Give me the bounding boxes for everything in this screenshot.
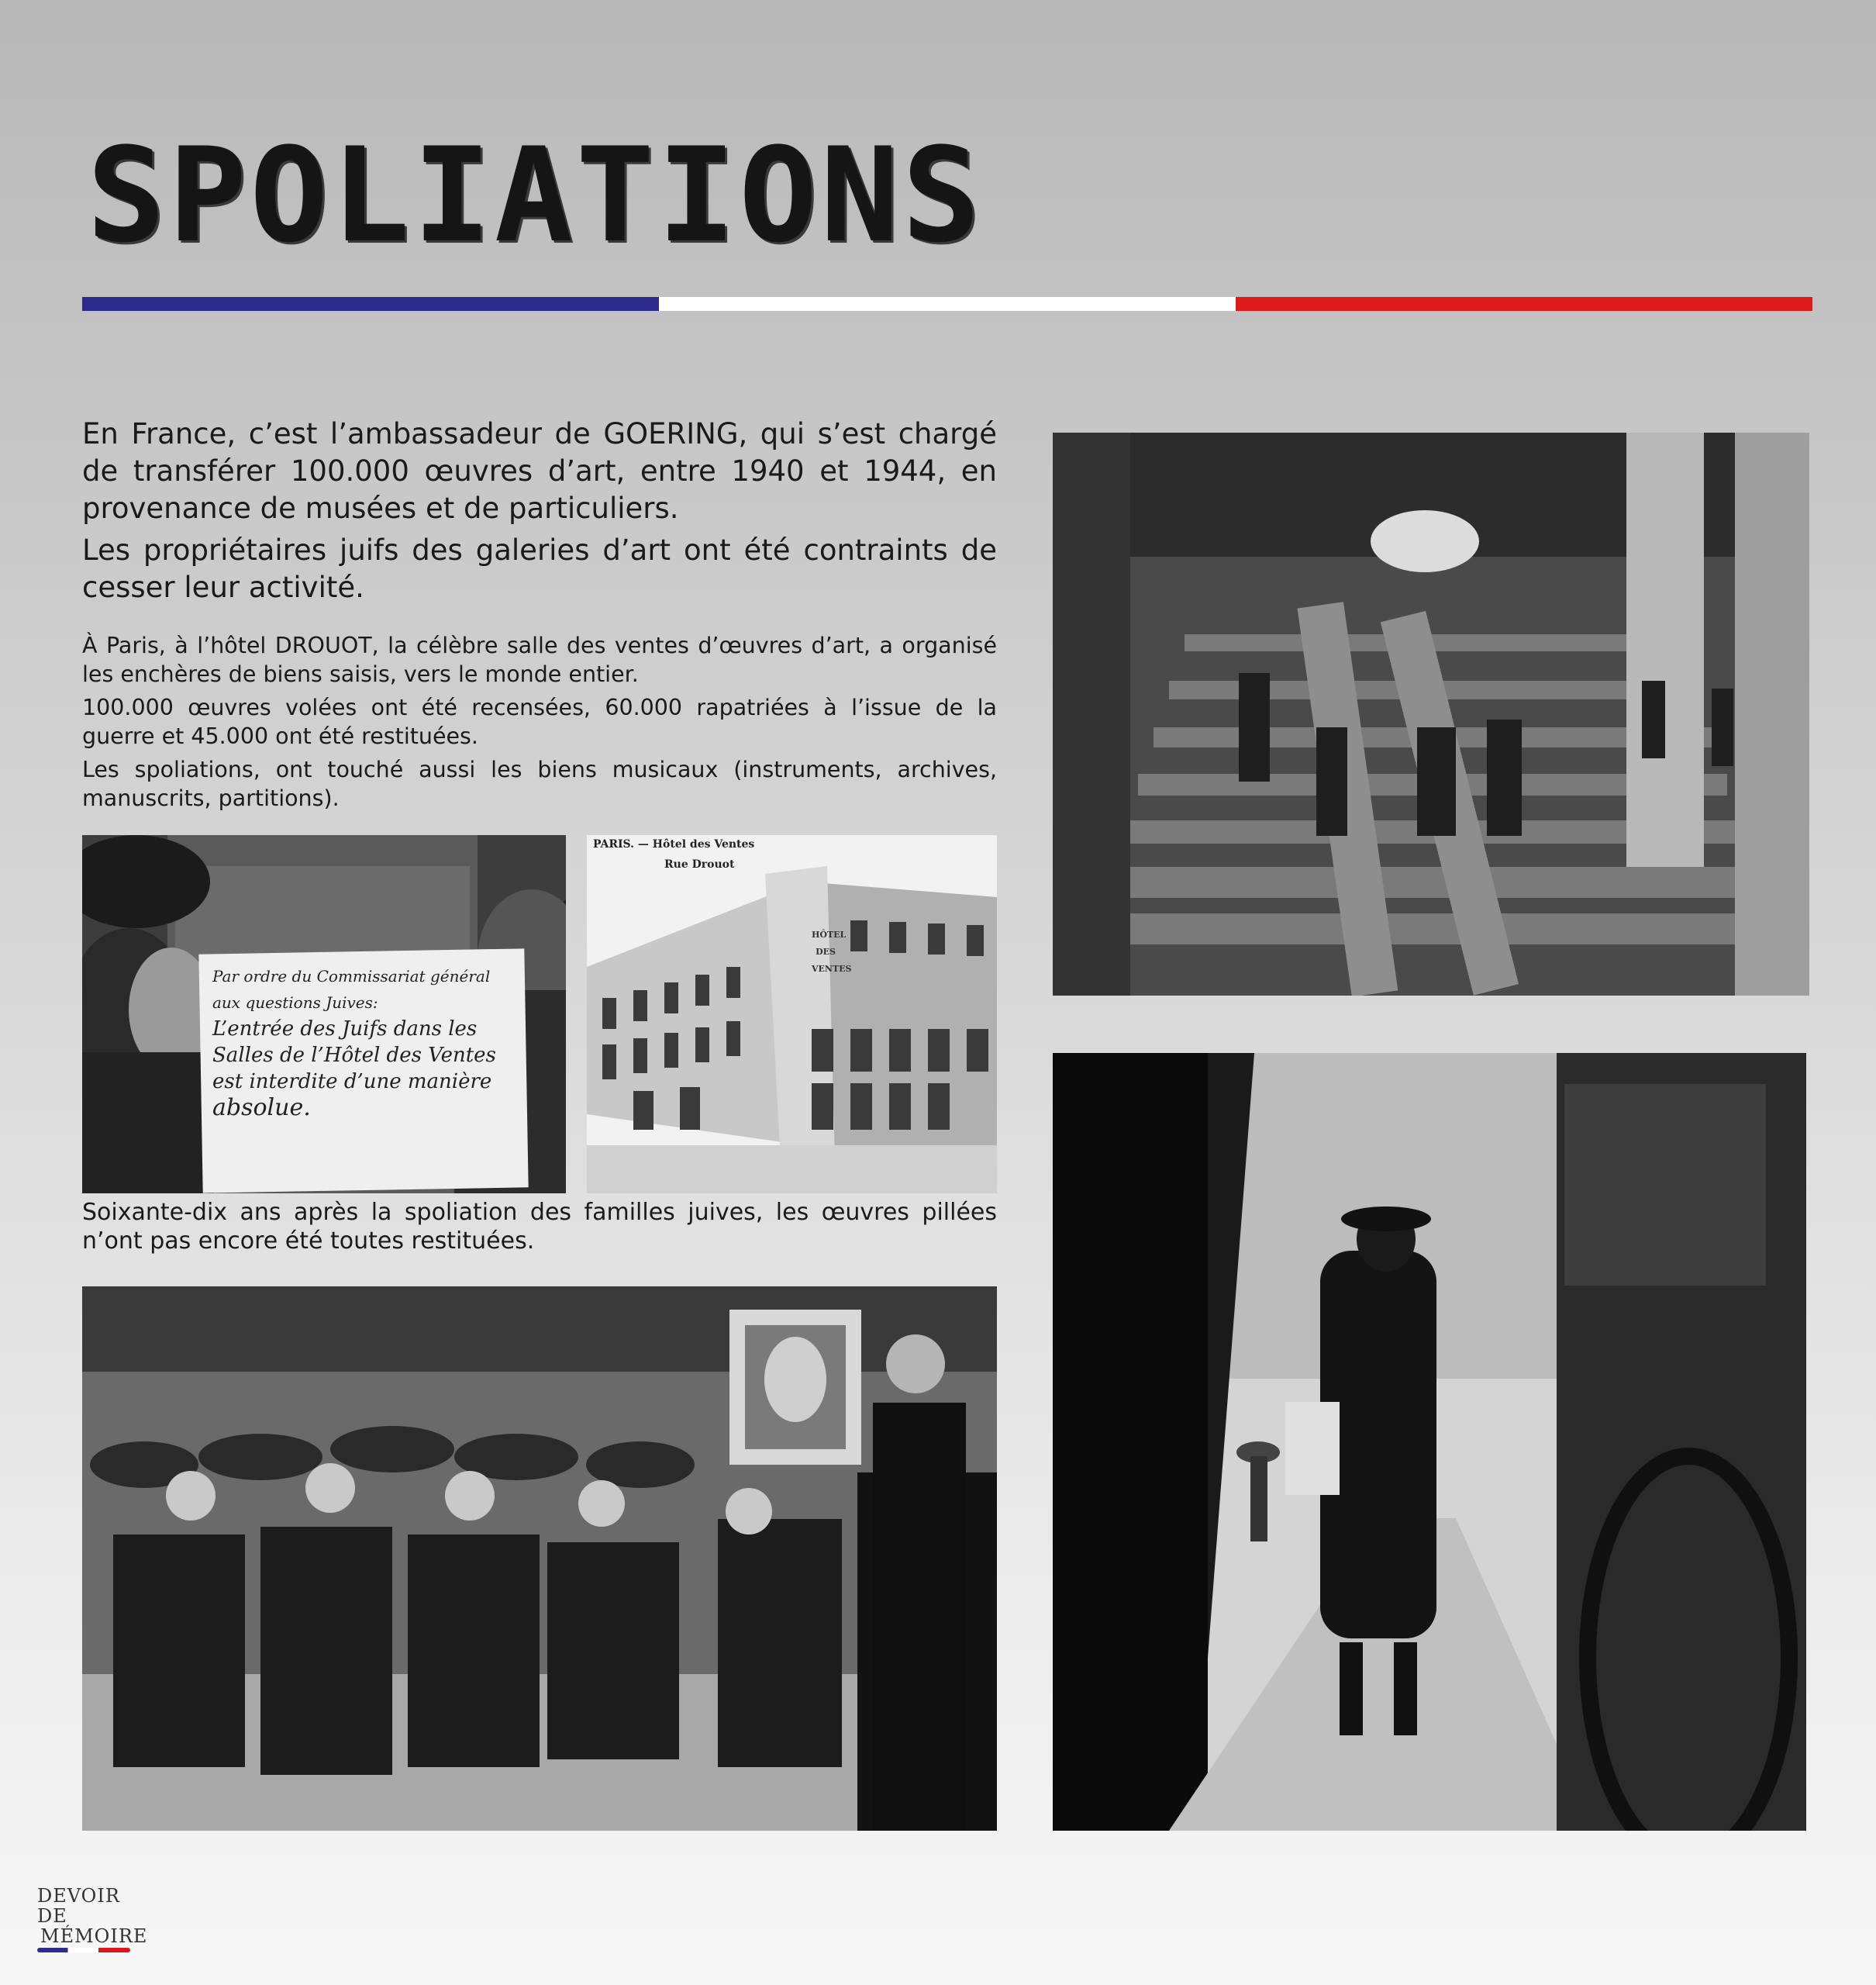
- photo-caption: Soixante-dix ans après la spoliation des familles juives, les œuvres pillées n’ont pas encore été toutes restituées.: [82, 1199, 997, 1255]
- street-man-photo: [1053, 1053, 1806, 1831]
- body-paragraph: 100.000 œuvres volées ont été recensées, 60.000 rapatriées à l’issue de la guerre et 45.000 ont été restituées.: [82, 695, 997, 749]
- flag-blue-stripe: [82, 297, 659, 311]
- postcard-subheader: Rue Drouot: [664, 858, 735, 871]
- body-paragraph: À Paris, à l’hôtel DROUOT, la célèbre salle des ventes d’œuvres d’art, a organisé les enchères de biens saisis, vers le monde entier.: [82, 633, 997, 687]
- auction-room-photo: [82, 1286, 997, 1831]
- lead-paragraph: Les propriétaires juifs des galeries d’art ont été contraints de cesser leur activité.: [82, 533, 997, 604]
- postcard-sign-line: HÔTEL: [812, 930, 847, 940]
- logo-line1: DEVOIR DE: [37, 1885, 120, 1927]
- postcard-header: PARIS. — Hôtel des Ventes: [593, 838, 755, 851]
- hotel-des-ventes-postcard: [587, 835, 997, 1193]
- notice-line: aux questions Juives:: [212, 993, 378, 1012]
- flag-red-stripe: [1236, 297, 1812, 311]
- notice-line: L’entrée des Juifs dans les: [212, 1017, 478, 1041]
- logo-tricolor-swoosh: [37, 1948, 130, 1952]
- notice-line: Salles de l’Hôtel des Ventes: [212, 1044, 496, 1067]
- body-paragraph: Les spoliations, ont touché aussi les biens musicaux (instruments, archives, manuscrits, partitions).: [82, 757, 997, 811]
- lead-paragraphs: [82, 416, 997, 611]
- tricolor-divider: [82, 297, 1812, 311]
- notice-photo: [82, 835, 566, 1193]
- postcard-sign-line: DES: [816, 947, 836, 957]
- flag-white-stripe: [659, 297, 1236, 311]
- notice-line: Par ordre du Commissariat général: [212, 967, 491, 986]
- notice-line: est interdite d’une manière: [212, 1070, 492, 1093]
- lead-paragraph: En France, c’est l’ambassadeur de GOERING, qui s’est chargé de transférer 100.000 œuvres d’art, entre 1940 et 1944, en provenance de musées et de particuliers.: [82, 417, 997, 525]
- page-title: SPOLIATIONS: [87, 119, 984, 271]
- body-paragraphs: [82, 631, 997, 817]
- notice-line: absolue.: [212, 1094, 311, 1121]
- postcard-sign-line: VENTES: [812, 964, 852, 974]
- devoir-de-memoire-logo: [37, 1886, 146, 1952]
- logo-line2: MÉMOIRE: [40, 1925, 148, 1947]
- staircase-transport-photo: [1053, 433, 1809, 996]
